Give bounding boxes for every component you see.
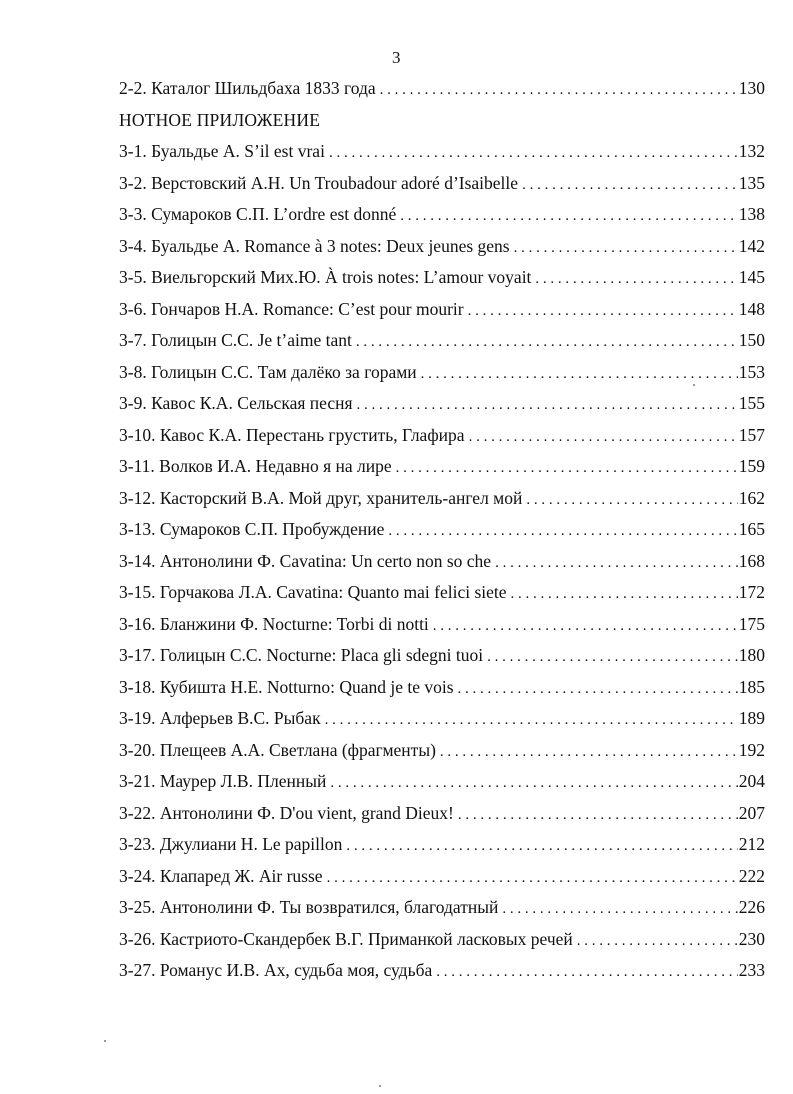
dot-leader xyxy=(346,834,737,858)
toc-entry-title: 3-1. Буальдье А. S’il est vrai xyxy=(119,141,325,161)
toc-entry-title: 3-6. Гончаров Н.А. Romance: C’est pour mourir xyxy=(119,298,464,319)
toc-entry xyxy=(119,139,765,171)
toc-entry xyxy=(119,706,765,738)
table-of-contents xyxy=(119,76,765,990)
toc-entry xyxy=(119,360,765,392)
toc-entry-page: 168 xyxy=(738,550,765,571)
toc-entry xyxy=(119,328,765,360)
toc-entry-page: 204 xyxy=(738,771,765,791)
toc-entry-title: 3-7. Голицын С.С. Je t’aime tant xyxy=(119,330,352,350)
toc-entry xyxy=(119,580,765,612)
toc-entry-title: 3-20. Плещеев А.А. Светлана (фрагменты) xyxy=(119,739,436,760)
toc-entry-page: 222 xyxy=(738,865,765,886)
dot-leader xyxy=(421,362,738,386)
dot-leader xyxy=(514,236,738,260)
toc-entry xyxy=(119,643,765,675)
dot-leader xyxy=(329,141,738,165)
toc-entry xyxy=(119,171,765,203)
toc-entry-page: 130 xyxy=(738,78,765,98)
toc-entry-page: 155 xyxy=(738,393,765,413)
toc-entry-page: 207 xyxy=(738,802,765,823)
toc-entry xyxy=(119,297,765,329)
dot-leader xyxy=(440,740,738,764)
toc-entry-page: 135 xyxy=(738,172,765,193)
toc-entry-title: 3-3. Сумароков С.П. L’ordre est donné xyxy=(119,204,397,224)
toc-entry xyxy=(119,927,765,959)
dot-leader xyxy=(400,204,737,228)
toc-entry-title: 3-24. Клапаред Ж. Air russe xyxy=(119,865,323,886)
toc-entry-title: 3-8. Голицын С.С. Там далёко за горами xyxy=(119,361,417,382)
toc-entry xyxy=(119,486,765,518)
scan-speck xyxy=(104,1040,106,1042)
dot-leader xyxy=(487,645,738,669)
toc-entry-title: 3-27. Романус И.В. Ах, судьба моя, судьба xyxy=(119,960,433,980)
dot-leader xyxy=(357,393,738,417)
toc-entry-title: 3-26. Кастриото-Скандербек В.Г. Приманкой ласковых речей xyxy=(119,928,573,949)
toc-entry-page: 172 xyxy=(738,582,765,602)
dot-leader xyxy=(327,866,738,890)
dot-leader xyxy=(522,173,738,197)
toc-entry-title: 3-15. Горчакова Л.А. Cavatina: Quanto mai felici siete xyxy=(119,582,507,602)
toc-entry xyxy=(119,612,765,644)
toc-entry-title: 3-13. Сумароков С.П. Пробуждение xyxy=(119,519,385,539)
toc-entry xyxy=(119,675,765,707)
toc-entry-page: 212 xyxy=(738,834,765,854)
toc-entry-title: 3-19. Алферьев В.С. Рыбак xyxy=(119,708,321,728)
toc-entry-page: 132 xyxy=(738,141,765,161)
toc-entry-page: 226 xyxy=(738,897,765,917)
toc-entry-page: 162 xyxy=(738,487,765,508)
dot-leader xyxy=(526,488,737,512)
dot-leader xyxy=(511,582,738,606)
dot-leader xyxy=(468,299,738,323)
toc-entry xyxy=(119,202,765,234)
toc-entry xyxy=(119,391,765,423)
dot-leader xyxy=(325,708,738,732)
toc-entry xyxy=(119,76,765,108)
dot-leader xyxy=(577,929,738,953)
toc-entry-page: 185 xyxy=(738,676,765,697)
section-heading: НОТНОЕ ПРИЛОЖЕНИЕ xyxy=(119,109,321,130)
toc-entry-title: 3-9. Кавос К.А. Сельская песня xyxy=(119,393,353,413)
toc-entry-page: 159 xyxy=(738,456,765,476)
toc-entry-title: 3-10. Кавос К.А. Перестань грустить, Глафира xyxy=(119,424,465,445)
toc-entry-title: 3-18. Кубишта Н.Е. Notturno: Quand je te vois xyxy=(119,676,454,697)
toc-entry xyxy=(119,958,765,990)
dot-leader xyxy=(495,551,738,575)
toc-entry xyxy=(119,265,765,297)
dot-leader xyxy=(436,960,738,984)
toc-entry xyxy=(119,864,765,896)
toc-entry-title: 3-17. Голицын С.С. Nocturne: Placa gli sdegni tuoi xyxy=(119,645,484,665)
toc-entry-page: 148 xyxy=(738,298,765,319)
dot-leader xyxy=(458,677,738,701)
dot-leader xyxy=(330,771,737,795)
toc-entry-title: 3-22. Антонолини Ф. D'ou vient, grand Dieux! xyxy=(119,802,454,823)
toc-entry-title: 2-2. Каталог Шильдбаха 1833 года xyxy=(119,78,376,98)
toc-entry xyxy=(119,895,765,927)
toc-entry-page: 142 xyxy=(738,235,765,256)
toc-entry-page: 189 xyxy=(738,708,765,728)
toc-entry-title: 3-25. Антонолини Ф. Ты возвратился, благодатный xyxy=(119,897,499,917)
toc-entry-title: 3-21. Маурер Л.В. Пленный xyxy=(119,771,327,791)
toc-entry xyxy=(119,517,765,549)
toc-entry-page: 180 xyxy=(738,645,765,665)
toc-entry-page: 192 xyxy=(738,739,765,760)
dot-leader xyxy=(396,456,738,480)
toc-entry-page: 153 xyxy=(738,361,765,382)
toc-entry-title: 3-11. Волков И.А. Недавно я на лире xyxy=(119,456,392,476)
toc-entry xyxy=(119,769,765,801)
toc-entry-page: 230 xyxy=(738,928,765,949)
dot-leader xyxy=(458,803,738,827)
dot-leader xyxy=(535,267,737,291)
toc-entry-page: 145 xyxy=(738,267,765,287)
dot-leader xyxy=(388,519,737,543)
toc-entry-page: 233 xyxy=(738,960,765,980)
toc-entry-title: 3-12. Касторский В.А. Мой друг, хранитель-ангел мой xyxy=(119,487,523,508)
toc-entry xyxy=(119,454,765,486)
toc-entry-page: 157 xyxy=(738,424,765,445)
toc-entry xyxy=(119,832,765,864)
toc-entry-title: 3-14. Антонолини Ф. Cavatina: Un certo non so che xyxy=(119,550,492,571)
toc-entry-page: 175 xyxy=(738,613,765,634)
toc-entry xyxy=(119,423,765,455)
toc-entry-page: 150 xyxy=(738,330,765,350)
page-number: 3 xyxy=(392,48,401,67)
toc-entry-title: 3-23. Джулиани Н. Le papillon xyxy=(119,834,343,854)
dot-leader xyxy=(356,330,738,354)
toc-entry-title: 3-16. Бланжини Ф. Nocturne: Torbi di notti xyxy=(119,613,429,634)
scan-speck xyxy=(693,384,695,386)
dot-leader xyxy=(433,614,738,638)
scan-speck xyxy=(379,1085,381,1087)
toc-entry-page: 165 xyxy=(738,519,765,539)
toc-entry-title: 3-5. Виельгорский Мих.Ю. À trois notes: L’amour voyait xyxy=(119,267,532,287)
dot-leader xyxy=(380,78,738,102)
toc-entry xyxy=(119,234,765,266)
toc-entry-title: 3-2. Верстовский А.Н. Un Troubadour adoré d’Isaibelle xyxy=(119,172,519,193)
dot-leader xyxy=(469,425,738,449)
dot-leader xyxy=(502,897,737,921)
toc-entry xyxy=(119,801,765,833)
toc-entry-page: 138 xyxy=(738,204,765,224)
toc-entry xyxy=(119,738,765,770)
toc-entry xyxy=(119,549,765,581)
toc-entry-title: 3-4. Буальдье А. Romance à 3 notes: Deux jeunes gens xyxy=(119,235,510,256)
